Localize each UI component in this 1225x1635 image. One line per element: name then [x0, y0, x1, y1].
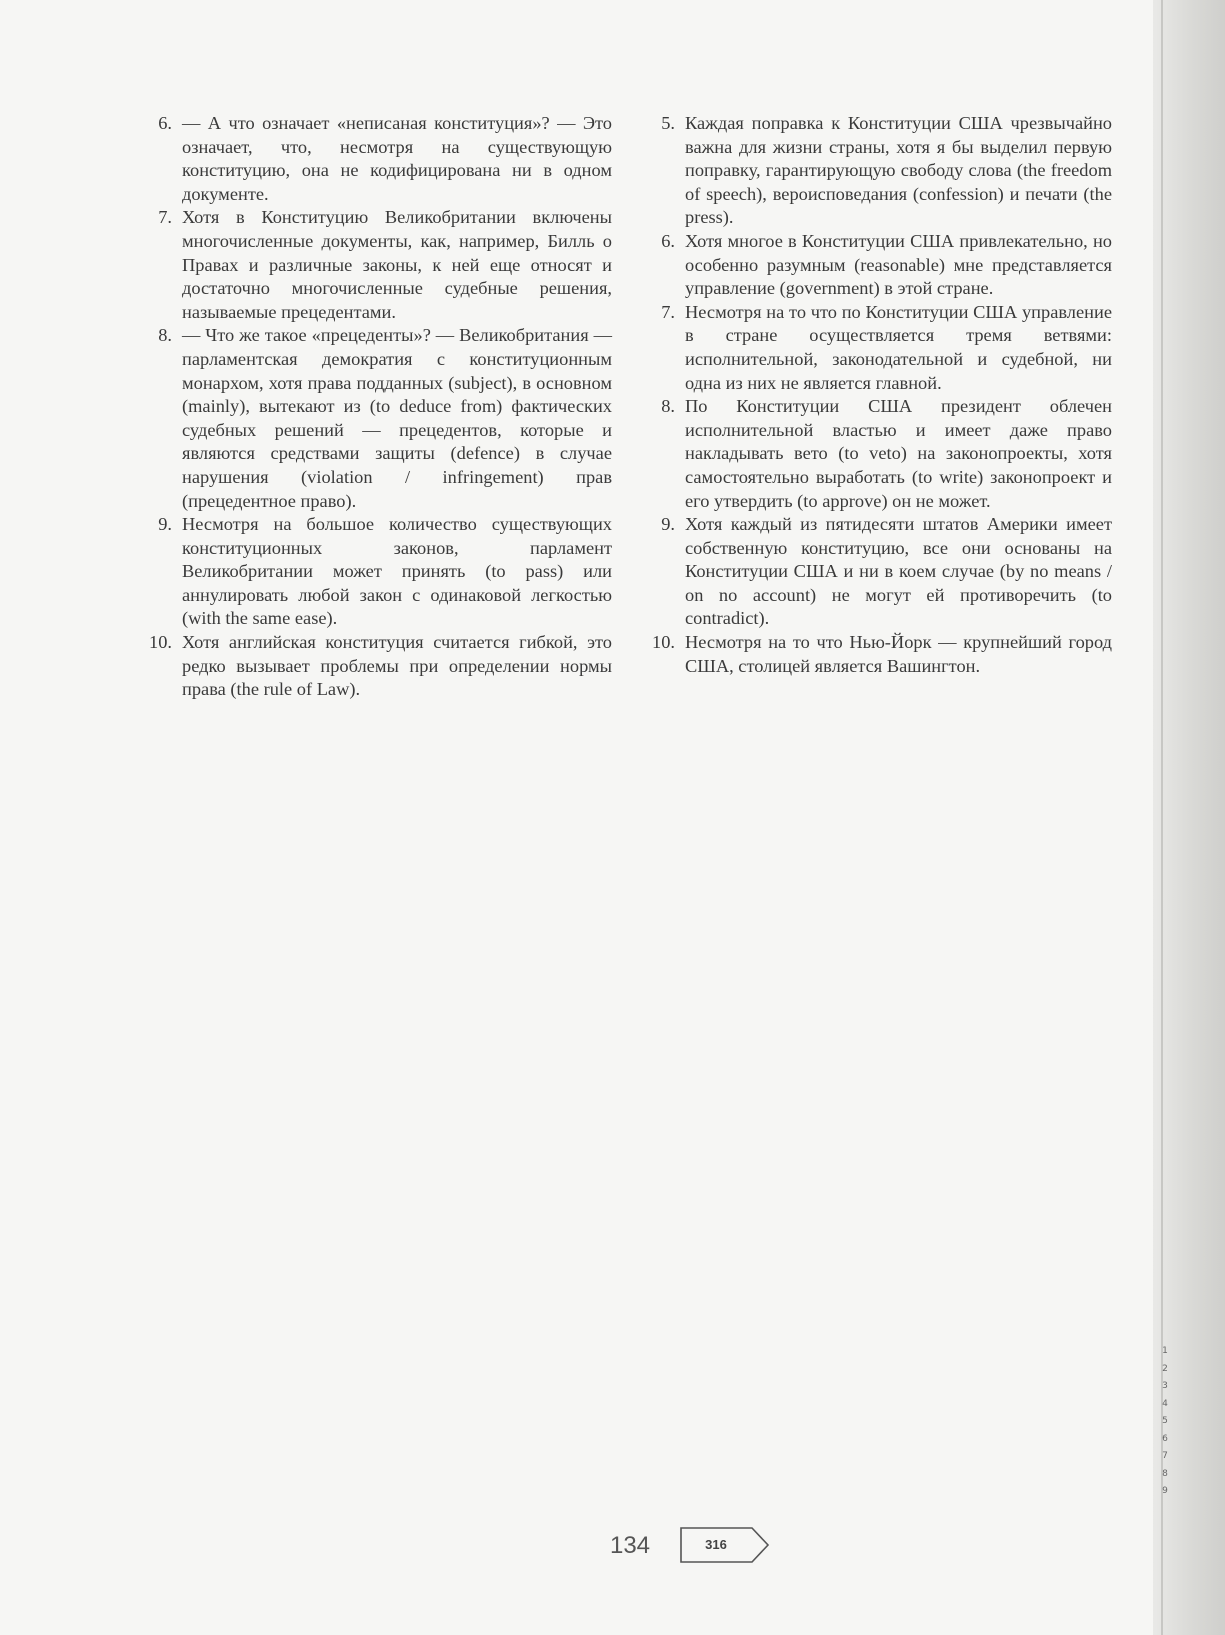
item-number: 6.: [661, 230, 675, 251]
item-text: Несмотря на большое количество существующих конституционных законов, парламент Великобритании может принять (to pass) или аннулировать любой закон с одинаковой легкостью (with the same ease).: [182, 514, 612, 629]
thumb-index-item: 9: [1162, 1486, 1168, 1496]
thumb-index-item: 8: [1162, 1468, 1168, 1479]
thumb-index-item: 2: [1162, 1363, 1168, 1374]
thumb-index-item: 5: [1162, 1416, 1168, 1426]
item-number: 10.: [149, 632, 172, 653]
item-number: 9.: [661, 514, 675, 535]
thumb-index: [1158, 1343, 1172, 1501]
cross-reference-arrow[interactable]: [680, 1527, 770, 1563]
item-number: 7.: [661, 301, 675, 322]
list-item: [645, 230, 1112, 301]
item-text: Хотя многое в Конституции США привлекательно, но особенно разумным (reasonable) мне представляется управление (government) в этой стране.: [685, 230, 1112, 299]
item-text: По Конституции США президент облечен исполнительной властью и имеет даже право накладывать вето (to veto) на законопроекты, хотя самостоятельно выработать (to write) законопроект и его утвердить (to approve) он не может.: [685, 396, 1112, 511]
item-text: Хотя в Конституцию Великобритании включены многочисленные документы, как, например, Билль о Правах и различные законы, к ней еще относят и достаточно многочисленные судебные решения, называемые прецедентами.: [182, 207, 612, 322]
left-column: [142, 112, 612, 702]
list-item: [142, 206, 612, 324]
list-item: [142, 324, 612, 513]
list-item: [645, 513, 1112, 631]
item-text: Хотя английская конституция считается гибкой, это редко вызывает проблемы при определении нормы права (the rule of Law).: [182, 632, 612, 700]
item-text: Хотя каждый из пятидесяти штатов Америки имеет собственную конституцию, все они основаны на Конституции США и ни в коем случае (by no means / on no account) не могут ей противоречить (to contradict).: [685, 514, 1112, 629]
thumb-index-item: 6: [1162, 1433, 1168, 1444]
list-item: [142, 112, 612, 206]
item-number: 8.: [661, 396, 675, 417]
reference-page-number: 316: [705, 1537, 727, 1552]
item-text: Несмотря на то что по Конституции США управление в стране осуществляется тремя ветвями: исполнительной, законодательной и судебной, ни одна из них не является главной.: [685, 301, 1112, 393]
thumb-index-item: 1: [1162, 1346, 1168, 1356]
item-text: — Что же такое «прецеденты»? — Великобритания — парламентская демократия с конституционным монархом, хотя права подданных (subject), в основном (mainly), вытекают из (to deduce from) фактических судебных решений — прецедентов, которые и являются средствами защиты (defence) в случае нарушения (violation / infringement) прав (прецедентное право).: [182, 325, 612, 511]
item-number: 9.: [158, 514, 172, 535]
page-number: 134: [609, 1532, 651, 1559]
right-column: [645, 112, 1112, 678]
list-item: [142, 631, 612, 702]
list-item: [142, 513, 612, 631]
item-text: — А что означает «неписаная конституция»? — Это означает, что, несмотря на существующую конституцию, она не кодифицирована ни в одном документе.: [182, 113, 612, 204]
item-text: Каждая поправка к Конституции США чрезвычайно важна для жизни страны, хотя я бы выделил первую поправку, гарантирующую свободу слова (the freedom of speech), вероисповедания (confession) и печати (the press).: [685, 113, 1112, 228]
list-item: [645, 301, 1112, 395]
thumb-index-item: 3: [1162, 1381, 1168, 1391]
list-item: [645, 631, 1112, 678]
thumb-index-item: 7: [1162, 1451, 1168, 1461]
item-number: 10.: [652, 632, 675, 653]
item-number: 5.: [661, 113, 675, 133]
list-item: [645, 395, 1112, 513]
item-number: 6.: [158, 113, 172, 133]
item-number: 7.: [158, 207, 172, 228]
list-item: [645, 112, 1112, 230]
item-number: 8.: [158, 325, 172, 346]
item-text: Несмотря на то что Нью-Йорк — крупнейший город США, столицей является Вашингтон.: [685, 632, 1112, 676]
thumb-index-item: 4: [1162, 1398, 1168, 1409]
